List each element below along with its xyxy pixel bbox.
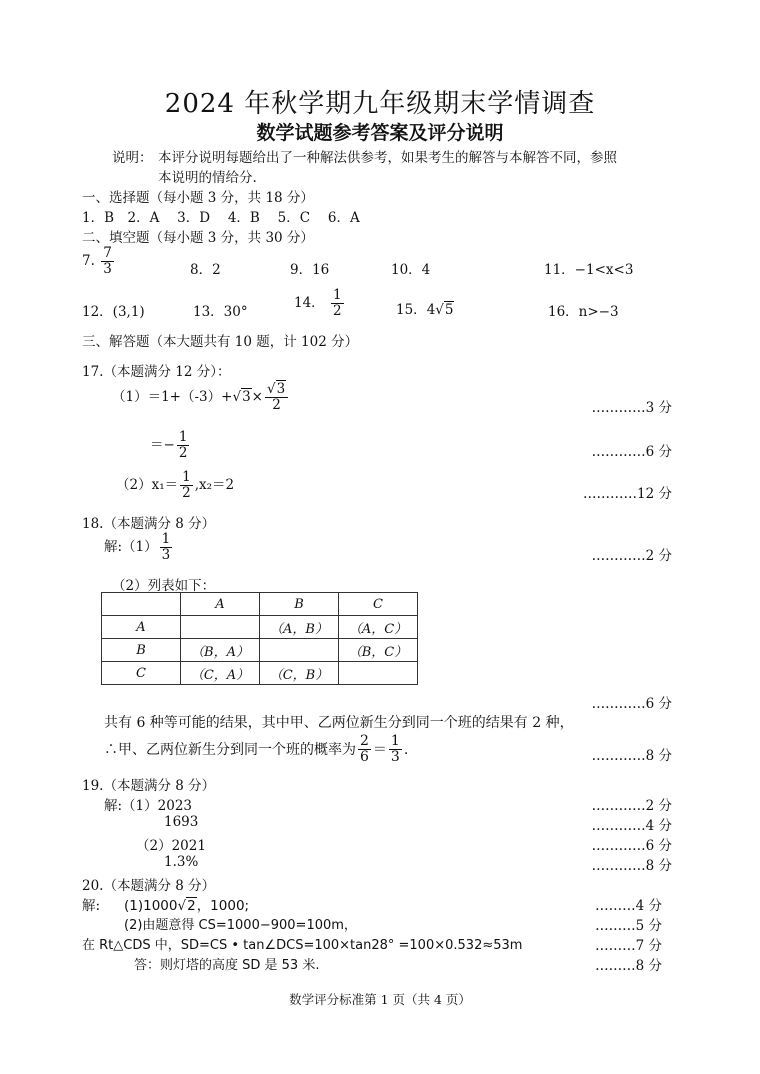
- q17-line1-num: √3: [265, 382, 288, 398]
- q20-line1-b: ，1000;: [196, 898, 250, 914]
- q7-num: 7: [103, 245, 112, 261]
- q17-line3-b: ,x₂＝2: [194, 476, 235, 493]
- table-cell: C: [339, 593, 418, 616]
- outcome-table: [101, 592, 418, 685]
- q17-line2-den: 2: [178, 444, 188, 461]
- table-cell: [260, 639, 339, 662]
- fill-q8: 8．2: [190, 262, 221, 278]
- q14-label: 14．: [294, 294, 325, 311]
- q17-score-2: …………6 分: [591, 444, 672, 460]
- q17-line1-fraction: [265, 382, 288, 413]
- q17-line1-num-rad: 3: [276, 381, 286, 397]
- q19-score-4: …………8 分: [591, 858, 672, 874]
- q15-label: 15．: [396, 302, 427, 318]
- q20-line-1: (1)1000√2，1000;: [124, 898, 250, 914]
- q17-heading: 17.（本题满分 12 分）：: [82, 364, 231, 380]
- table-cell: B: [102, 639, 181, 662]
- page-footer: 数学评分标准第 1 页（共 4 页）: [289, 992, 471, 1007]
- q18-line4-num1: 2: [360, 733, 369, 749]
- q15-radicand: 5: [444, 302, 454, 318]
- q18-line4-fraction-1: [358, 734, 371, 766]
- q18-line1-fraction: [160, 532, 173, 563]
- table-cell: [339, 662, 418, 685]
- q18-line-3: 共有 6 种等可能的结果，其中甲、乙两位新生分到同一个班的结果有 2 种，: [104, 715, 574, 731]
- q19-heading: 19.（本题满分 8 分）: [82, 778, 216, 794]
- q7-den: 3: [103, 260, 112, 277]
- q17-line1-a: （1）＝1+（-3）+: [112, 388, 233, 405]
- note-label: 说明：: [112, 150, 153, 166]
- note-line-2: 本说明的情给分.: [158, 170, 257, 186]
- q18-score-2: …………6 分: [591, 696, 672, 712]
- q18-score-1: …………2 分: [591, 548, 672, 564]
- table-cell: （C，B）: [260, 662, 339, 685]
- table-cell: C: [102, 662, 181, 685]
- q18-line-1: [104, 532, 174, 563]
- table-cell: （A，C）: [339, 616, 418, 639]
- q18-line1-num: 1: [161, 531, 171, 547]
- table-cell: [102, 593, 181, 616]
- q15-coef: 4: [426, 302, 436, 318]
- q20-heading: 20.（本题满分 8 分）: [82, 878, 216, 894]
- q17-line3-den: 2: [182, 484, 191, 501]
- q19-line-2: 1693: [164, 814, 199, 830]
- q17-score-1: …………3 分: [591, 400, 672, 416]
- table-cell: A: [102, 616, 181, 639]
- q14-fraction: [331, 288, 344, 319]
- q18-line4-den1: 6: [360, 749, 369, 766]
- table-cell: [181, 616, 260, 639]
- table-row: [102, 616, 418, 639]
- q17-line-2: [150, 430, 191, 461]
- q17-line-1: （1）＝1+（-3）+√3× $\frac{√3}{2}$: [112, 382, 290, 413]
- table-cell: （B，C）: [339, 639, 418, 662]
- fill-q10: 10．4: [391, 262, 431, 278]
- page-title: 2024 年秋学期九年级期末学情调查: [164, 89, 596, 119]
- q20-score-4: ………8 分: [595, 958, 662, 974]
- q17-line3-a: （2）x₁＝: [116, 476, 179, 493]
- q20-score-3: ………7 分: [595, 938, 662, 954]
- q17-line-3: [116, 470, 234, 501]
- q20-line-1-label: 解:: [82, 898, 101, 914]
- section-1-heading: 一、选择题（每小题 3 分，共 18 分）: [82, 190, 314, 206]
- fill-q16: 16．n>−3: [548, 304, 619, 320]
- q18-line4-end: .: [403, 741, 409, 758]
- q18-line-2: （2）列表如下：: [112, 578, 216, 594]
- q20-line1-a: (1)1000: [124, 898, 178, 914]
- fill-q9: 9．16: [290, 262, 330, 278]
- q20-line1-rad: 2: [187, 898, 196, 914]
- q18-line1-den: 3: [161, 546, 171, 563]
- q19-line-3: （2）2021: [136, 838, 206, 854]
- q20-line-3: 在 Rt△CDS 中，SD=CS • tan∠DCS=100×tan28° =100×0.532≈53m: [82, 938, 523, 953]
- q19-line-1: 解:（1）2023: [104, 798, 192, 814]
- q18-line4-den2: 3: [390, 749, 400, 766]
- table-cell: （C，A）: [181, 662, 260, 685]
- fill-q14: [294, 288, 346, 319]
- page-subtitle: 数学试题参考答案及评分说明: [256, 122, 504, 144]
- fill-q11: 11．−1<x<3: [544, 262, 634, 278]
- fill-q13: 13．30°: [193, 304, 248, 320]
- q17-score-3: …………12 分: [583, 486, 672, 502]
- q14-den: 2: [332, 302, 342, 319]
- q17-line2-fraction: [177, 430, 190, 461]
- q18-line4-a: ∴甲、乙两位新生分到同一个班的概率为: [104, 741, 356, 758]
- table-cell: A: [181, 593, 260, 616]
- q17-line1-times: ×: [251, 388, 263, 405]
- note-line-1: 本评分说明每题给出了一种解法供参考，如果考生的解答与本解答不同，参照: [158, 150, 617, 166]
- q20-score-2: ………5 分: [595, 918, 662, 934]
- q17-line2-eq: ＝−: [150, 436, 175, 453]
- q19-score-1: …………2 分: [591, 798, 672, 814]
- fill-q7: [82, 246, 116, 277]
- section-2-heading: 二、填空题（每小题 3 分，共 30 分）: [82, 230, 314, 246]
- q18-line4-num2: 1: [390, 733, 400, 749]
- section-1-answers: 1．B 2．A 3．D 4．B 5．C 6．A: [82, 210, 360, 226]
- q20-line-2: (2)由题意得 CS=1000−900=100m，: [124, 918, 357, 933]
- q7-label: 7.: [82, 252, 95, 269]
- q7-fraction: [101, 246, 114, 277]
- q17-line3-fraction: [180, 470, 193, 501]
- q17-line2-num: 1: [178, 429, 188, 445]
- fill-q12: 12．(3,1): [82, 304, 145, 320]
- q18-score-3: …………8 分: [591, 748, 672, 764]
- q20-line-4: 答：则灯塔的高度 SD 是 53 米.: [134, 958, 320, 973]
- q18-line-4: [104, 734, 408, 766]
- q19-line-4: 1.3%: [164, 854, 199, 870]
- q19-score-2: …………4 分: [591, 818, 672, 834]
- q19-score-3: …………6 分: [591, 838, 672, 854]
- table-cell: （A，B）: [260, 616, 339, 639]
- q18-heading: 18.（本题满分 8 分）: [82, 516, 216, 532]
- q20-score-1: ………4 分: [595, 898, 662, 914]
- q17-line1-den: 2: [272, 396, 281, 413]
- table-row: [102, 593, 418, 616]
- q17-line3-num: 1: [182, 469, 191, 485]
- table-cell: （B，A）: [181, 639, 260, 662]
- fill-q15: 15．4√5: [396, 302, 454, 318]
- table-row: [102, 639, 418, 662]
- section-3-heading: 三、解答题（本大题共有 10 题，计 102 分）: [82, 334, 359, 350]
- q18-line4-eq: ＝: [372, 741, 387, 758]
- q18-line1-a: 解:（1）: [104, 538, 158, 555]
- table-row: [102, 662, 418, 685]
- q14-num: 1: [332, 287, 342, 303]
- q18-line4-fraction-2: [389, 734, 402, 766]
- table-cell: B: [260, 593, 339, 616]
- q17-line1-rad: 3: [242, 388, 251, 405]
